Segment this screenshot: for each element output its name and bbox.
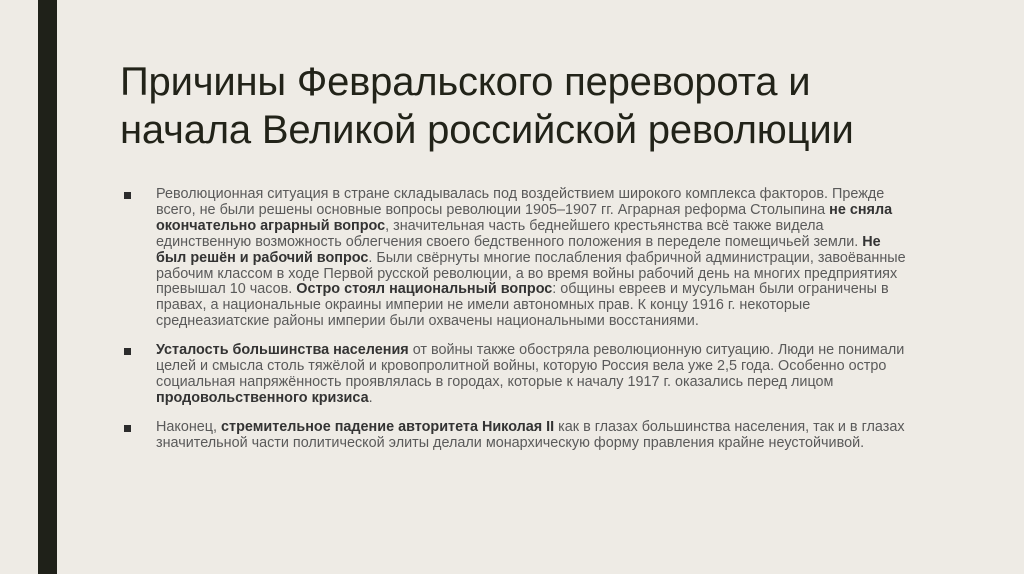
square-bullet-icon	[124, 192, 131, 199]
bullet-text: : общины евреев и мусульман были ограничены в правах, а национальные окраины империи не имели автономных прав. К концу 1916 г. некоторые среднеазиатские районы империи были охвачены национальными восстаниями.	[156, 281, 889, 330]
slide-title	[120, 58, 940, 154]
bullet-text: .	[368, 389, 373, 406]
title-line-2: начала Великой российской революции	[120, 108, 854, 152]
bullet-item-revolutionary-situation	[124, 187, 914, 330]
bullet-text: . Были свёрнуты многие послабления фабричной администрации, завоёванные рабочим классом в ходе Первой русской революции, а во время войны рабочий день на многих предприятиях превышал 10 часов.	[156, 249, 906, 298]
square-bullet-icon	[124, 348, 131, 355]
title-line-1: Причины Февральского переворота и	[120, 60, 811, 104]
bullet-highlight: продовольственного кризиса	[156, 389, 369, 406]
square-bullet-icon	[124, 425, 131, 432]
bullet-text: Наконец,	[156, 418, 222, 435]
bullet-highlight: Усталость большинства населения	[156, 342, 409, 359]
accent-side-bar	[38, 0, 57, 574]
bullet-highlight: стремительное падение авторитета Николая II	[221, 418, 555, 435]
bullet-highlight: Не был решён и рабочий вопрос	[156, 233, 881, 266]
bullet-list	[124, 187, 914, 465]
bullet-text: от войны также обостряла революционную ситуацию. Люди не понимали целей и смысла столь тяжёлой и кровопролитной войны, которую Россия вела уже 2,5 года. Особенно остро социальная напряжённость проявлялась в городах, которые к началу 1917 г. оказались перед лицом	[156, 342, 905, 390]
bullet-highlight: Остро стоял национальный вопрос	[296, 281, 553, 298]
bullet-item-authority-decline	[124, 420, 914, 452]
bullet-text: как в глазах большинства населения, так и в глазах значительной части политической элиты делали монархическую форму правления крайне неустойчивой.	[156, 418, 905, 451]
bullet-highlight: не сняла окончательно аграрный вопрос	[156, 201, 893, 234]
bullet-item-population-fatigue	[124, 343, 914, 407]
bullet-text: Революционная ситуация в стране складывалась под воздействием широкого комплекса факторов. Прежде всего, не были решены основные вопросы революции 1905–1907 гг. Аграрная реформа Столыпина	[156, 186, 885, 218]
bullet-text: , значительная часть беднейшего крестьянства всё также видела единственную возможность облегчения своего бедственного положения в переделе помещичьей земли.	[156, 217, 863, 250]
